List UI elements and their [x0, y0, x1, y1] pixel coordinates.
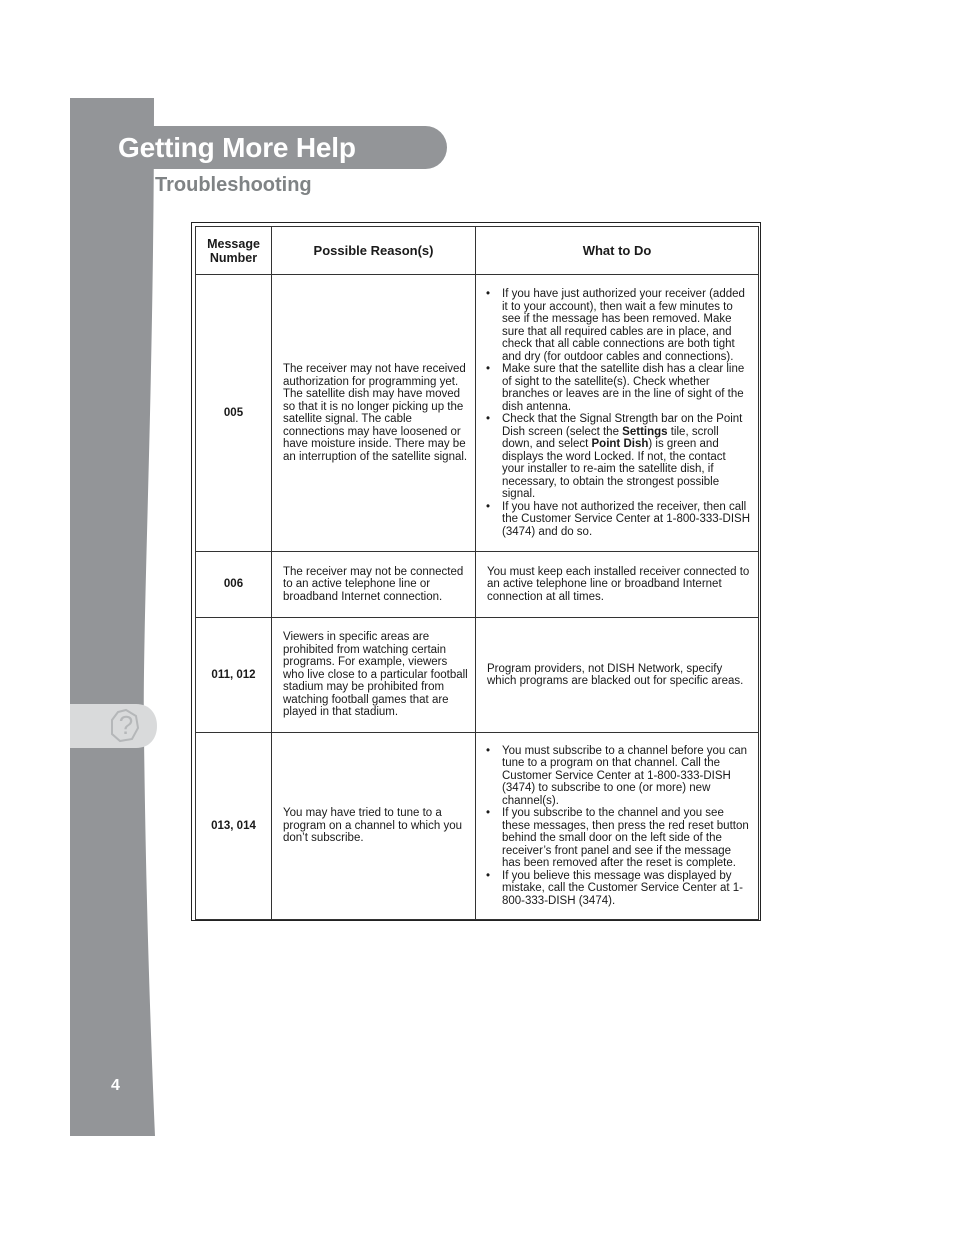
bullet-item: • You must subscribe to a channel before you can tune to a program on that channel. Call the Customer Service Center at 1-800-333-DISH (3474) to subscribe to one (or more) new channel(s). — [487, 745, 750, 808]
table-row — [196, 552, 759, 618]
bullet-item: • If you believe this message was displayed by mistake, call the Customer Service Center at 1-800-333-DISH (3474). — [487, 870, 750, 908]
bullet-item: • If you have not authorized the receiver, then call the Customer Service Center at 1-800-333-DISH (3474) and do so. — [487, 501, 750, 539]
question-mark-icon — [70, 702, 158, 750]
possible-reason: You may have tried to tune to a program on a channel to which you don’t subscribe. — [272, 733, 476, 920]
troubleshooting-table — [195, 226, 759, 920]
header-message-number: Message Number — [196, 227, 272, 275]
what-to-do: Program providers, not DISH Network, specify which programs are blacked out for specific areas. — [476, 618, 759, 733]
what-to-do — [476, 733, 759, 920]
header-possible-reasons: Possible Reason(s) — [272, 227, 476, 275]
message-number: 005 — [196, 275, 272, 552]
possible-reason: The receiver may not be connected to an active telephone line or broadband Internet connection. — [272, 552, 476, 618]
settings-keyword: Settings — [622, 425, 668, 438]
bullet-item: • If you have just authorized your receiver (added it to your account), then wait a few minutes to see if the message has been removed. Make sure that all required cables are in place, and check that all cable connections are both tight and dry (for outdoor cables and connections). — [487, 288, 750, 363]
bullet-text: Check that the Signal Strength bar on the Point Dish screen (select the — [502, 413, 743, 438]
what-to-do: You must keep each installed receiver connected to an active telephone line or broadband Internet connection at all times. — [476, 552, 759, 618]
message-number: 011, 012 — [196, 618, 272, 733]
bullet-text: ) is green and displays the word Locked. If not, the contact your installer to re-aim the satellite dish, if necessary, to obtain the strongest possible signal. — [502, 438, 726, 500]
table-row — [196, 733, 759, 920]
header-what-to-do: What to Do — [476, 227, 759, 275]
bullet-text: tile, scroll down, and select — [502, 425, 719, 450]
point-dish-keyword: Point Dish — [591, 438, 649, 450]
page-title: Getting More Help — [118, 132, 356, 163]
possible-reason: The receiver may not have received authorization for programming yet. The satellite dish may have moved so that it is no longer picking up the satellite signal. The cable connections may have loosened or have moisture inside. There may be an interruption of the satellite signal. — [272, 275, 476, 552]
page-number: 4 — [111, 1077, 120, 1094]
svg-text:?: ? — [118, 710, 134, 740]
section-subtitle: Troubleshooting — [155, 174, 312, 196]
message-number: 006 — [196, 552, 272, 618]
sidebar-curve — [70, 98, 160, 1136]
what-to-do — [476, 275, 759, 552]
possible-reason: Viewers in specific areas are prohibited from watching certain programs. For example, viewers who live close to a particular football stadium may be prohibited from watching football games that are played in that stadium. — [272, 618, 476, 733]
bullet-item: • If you subscribe to the channel and you see these messages, then press the red reset button behind the small door on the left side of the receiver’s front panel and see if the message has been removed after the reset is complete. — [487, 807, 750, 870]
table-header-row — [196, 227, 759, 275]
table-row — [196, 618, 759, 733]
bullet-item — [487, 413, 750, 501]
table-row — [196, 275, 759, 552]
message-number: 013, 014 — [196, 733, 272, 920]
bullet-item: • Make sure that the satellite dish has a clear line of sight to the satellite(s). Check whether branches or leaves are in the line of sight of the dish antenna. — [487, 363, 750, 413]
